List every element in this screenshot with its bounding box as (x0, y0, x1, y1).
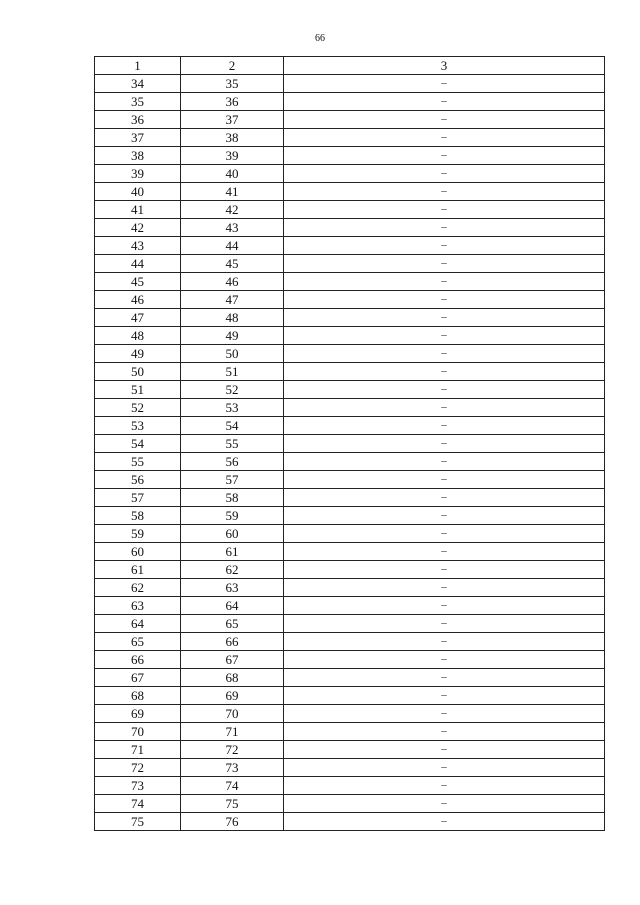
column-header-1: 1 (95, 57, 181, 75)
table-cell-col-2: 64 (181, 597, 284, 615)
table-row (95, 633, 605, 651)
table-cell-col-3: – (284, 561, 605, 579)
table-cell-col-3: – (284, 633, 605, 651)
table-row (95, 561, 605, 579)
table-cell-col-2: 48 (181, 309, 284, 327)
table-cell-col-2: 58 (181, 489, 284, 507)
table-row (95, 381, 605, 399)
table-row (95, 309, 605, 327)
table-cell-col-1: 49 (95, 345, 181, 363)
table-cell-col-3: – (284, 165, 605, 183)
table-cell-col-1: 53 (95, 417, 181, 435)
table-cell-col-2: 74 (181, 777, 284, 795)
table-body (95, 75, 605, 831)
table-cell-col-2: 55 (181, 435, 284, 453)
table-cell-col-3: – (284, 615, 605, 633)
table-cell-col-3: – (284, 705, 605, 723)
table-cell-col-1: 47 (95, 309, 181, 327)
table-cell-col-2: 76 (181, 813, 284, 831)
table-cell-col-3: – (284, 309, 605, 327)
table-cell-col-1: 41 (95, 201, 181, 219)
table-row (95, 507, 605, 525)
table-cell-col-2: 68 (181, 669, 284, 687)
table-cell-col-2: 35 (181, 75, 284, 93)
table-cell-col-1: 34 (95, 75, 181, 93)
table-row (95, 525, 605, 543)
column-header-3: 3 (284, 57, 605, 75)
table-cell-col-2: 56 (181, 453, 284, 471)
table-row (95, 399, 605, 417)
table-cell-col-2: 53 (181, 399, 284, 417)
table-cell-col-2: 52 (181, 381, 284, 399)
column-header-2: 2 (181, 57, 284, 75)
table-cell-col-3: – (284, 471, 605, 489)
table-cell-col-1: 60 (95, 543, 181, 561)
table-cell-col-2: 44 (181, 237, 284, 255)
table-cell-col-2: 71 (181, 723, 284, 741)
table-row (95, 147, 605, 165)
table-cell-col-1: 48 (95, 327, 181, 345)
table-cell-col-2: 70 (181, 705, 284, 723)
table-cell-col-3: – (284, 219, 605, 237)
table-cell-col-3: – (284, 651, 605, 669)
table-cell-col-3: – (284, 291, 605, 309)
table-cell-col-2: 72 (181, 741, 284, 759)
table-cell-col-1: 55 (95, 453, 181, 471)
table-row (95, 219, 605, 237)
table-row (95, 741, 605, 759)
table-cell-col-3: – (284, 147, 605, 165)
table-cell-col-1: 63 (95, 597, 181, 615)
table-cell-col-2: 62 (181, 561, 284, 579)
table-cell-col-3: – (284, 111, 605, 129)
table-cell-col-3: – (284, 741, 605, 759)
table-cell-col-1: 64 (95, 615, 181, 633)
table-cell-col-2: 42 (181, 201, 284, 219)
table-cell-col-1: 54 (95, 435, 181, 453)
table-row (95, 615, 605, 633)
table-cell-col-1: 38 (95, 147, 181, 165)
table-cell-col-3: – (284, 543, 605, 561)
table-cell-col-2: 65 (181, 615, 284, 633)
table-cell-col-2: 75 (181, 795, 284, 813)
table-cell-col-2: 45 (181, 255, 284, 273)
table-cell-col-1: 74 (95, 795, 181, 813)
table-cell-col-1: 36 (95, 111, 181, 129)
table-row (95, 705, 605, 723)
table-cell-col-1: 67 (95, 669, 181, 687)
table-cell-col-3: – (284, 507, 605, 525)
table-cell-col-3: – (284, 489, 605, 507)
table-row (95, 723, 605, 741)
table-row (95, 651, 605, 669)
table-cell-col-1: 59 (95, 525, 181, 543)
table-cell-col-3: – (284, 237, 605, 255)
table-row (95, 759, 605, 777)
table-row (95, 579, 605, 597)
table-row (95, 273, 605, 291)
table-cell-col-1: 69 (95, 705, 181, 723)
table-cell-col-1: 51 (95, 381, 181, 399)
table-cell-col-2: 46 (181, 273, 284, 291)
table-cell-col-1: 37 (95, 129, 181, 147)
table-cell-col-2: 61 (181, 543, 284, 561)
table-cell-col-3: – (284, 363, 605, 381)
table-cell-col-3: – (284, 759, 605, 777)
table-cell-col-3: – (284, 273, 605, 291)
table-cell-col-2: 66 (181, 633, 284, 651)
table-cell-col-1: 71 (95, 741, 181, 759)
table-cell-col-2: 49 (181, 327, 284, 345)
table-row (95, 453, 605, 471)
table-row (95, 291, 605, 309)
table-cell-col-3: – (284, 723, 605, 741)
table-cell-col-2: 54 (181, 417, 284, 435)
table-cell-col-3: – (284, 201, 605, 219)
table-cell-col-1: 57 (95, 489, 181, 507)
table-cell-col-1: 45 (95, 273, 181, 291)
table-row (95, 201, 605, 219)
table-row (95, 543, 605, 561)
table-cell-col-3: – (284, 93, 605, 111)
table-cell-col-2: 73 (181, 759, 284, 777)
table-row (95, 345, 605, 363)
table-cell-col-2: 51 (181, 363, 284, 381)
table-cell-col-1: 35 (95, 93, 181, 111)
table-cell-col-3: – (284, 183, 605, 201)
table-cell-col-1: 46 (95, 291, 181, 309)
table-cell-col-1: 44 (95, 255, 181, 273)
table-cell-col-2: 60 (181, 525, 284, 543)
table-cell-col-2: 36 (181, 93, 284, 111)
table-cell-col-3: – (284, 255, 605, 273)
table-row (95, 489, 605, 507)
table-cell-col-3: – (284, 669, 605, 687)
table-cell-col-3: – (284, 345, 605, 363)
table-row (95, 327, 605, 345)
table-row (95, 813, 605, 831)
table-cell-col-1: 62 (95, 579, 181, 597)
table-row (95, 93, 605, 111)
table-cell-col-3: – (284, 525, 605, 543)
table-cell-col-1: 56 (95, 471, 181, 489)
table-row (95, 183, 605, 201)
table-cell-col-3: – (284, 75, 605, 93)
table-cell-col-2: 43 (181, 219, 284, 237)
table-cell-col-3: – (284, 453, 605, 471)
table-row (95, 165, 605, 183)
table-row (95, 777, 605, 795)
table-cell-col-1: 39 (95, 165, 181, 183)
table-cell-col-2: 57 (181, 471, 284, 489)
table-cell-col-3: – (284, 579, 605, 597)
table-row (95, 435, 605, 453)
table-cell-col-1: 40 (95, 183, 181, 201)
table-cell-col-3: – (284, 687, 605, 705)
table-cell-col-2: 41 (181, 183, 284, 201)
table-row (95, 129, 605, 147)
table-cell-col-3: – (284, 381, 605, 399)
table-row (95, 363, 605, 381)
table-cell-col-3: – (284, 399, 605, 417)
table-cell-col-2: 40 (181, 165, 284, 183)
table-cell-col-3: – (284, 129, 605, 147)
table-cell-col-2: 69 (181, 687, 284, 705)
table-cell-col-2: 37 (181, 111, 284, 129)
table-cell-col-1: 70 (95, 723, 181, 741)
table-row (95, 795, 605, 813)
table-cell-col-1: 73 (95, 777, 181, 795)
table-header-row (95, 57, 605, 75)
table-cell-col-3: – (284, 777, 605, 795)
table-cell-col-3: – (284, 597, 605, 615)
table-row (95, 471, 605, 489)
table-row (95, 687, 605, 705)
table-cell-col-2: 63 (181, 579, 284, 597)
table-cell-col-3: – (284, 813, 605, 831)
page-number: 66 (315, 33, 325, 44)
table-cell-col-2: 50 (181, 345, 284, 363)
table-cell-col-1: 72 (95, 759, 181, 777)
table-cell-col-3: – (284, 417, 605, 435)
table-cell-col-2: 67 (181, 651, 284, 669)
table-cell-col-2: 59 (181, 507, 284, 525)
table-cell-col-3: – (284, 435, 605, 453)
table-cell-col-1: 58 (95, 507, 181, 525)
table-cell-col-1: 75 (95, 813, 181, 831)
table-row (95, 417, 605, 435)
table-row (95, 255, 605, 273)
data-table (94, 56, 605, 831)
table-cell-col-1: 52 (95, 399, 181, 417)
table-row (95, 669, 605, 687)
table-cell-col-2: 47 (181, 291, 284, 309)
table-cell-col-3: – (284, 327, 605, 345)
table-cell-col-1: 42 (95, 219, 181, 237)
table-row (95, 237, 605, 255)
table-cell-col-1: 65 (95, 633, 181, 651)
table-cell-col-3: – (284, 795, 605, 813)
table-cell-col-1: 50 (95, 363, 181, 381)
table-cell-col-2: 38 (181, 129, 284, 147)
table-cell-col-1: 66 (95, 651, 181, 669)
table-cell-col-2: 39 (181, 147, 284, 165)
table-row (95, 75, 605, 93)
table-cell-col-1: 43 (95, 237, 181, 255)
table-cell-col-1: 68 (95, 687, 181, 705)
table-row (95, 597, 605, 615)
table-cell-col-1: 61 (95, 561, 181, 579)
table-row (95, 111, 605, 129)
